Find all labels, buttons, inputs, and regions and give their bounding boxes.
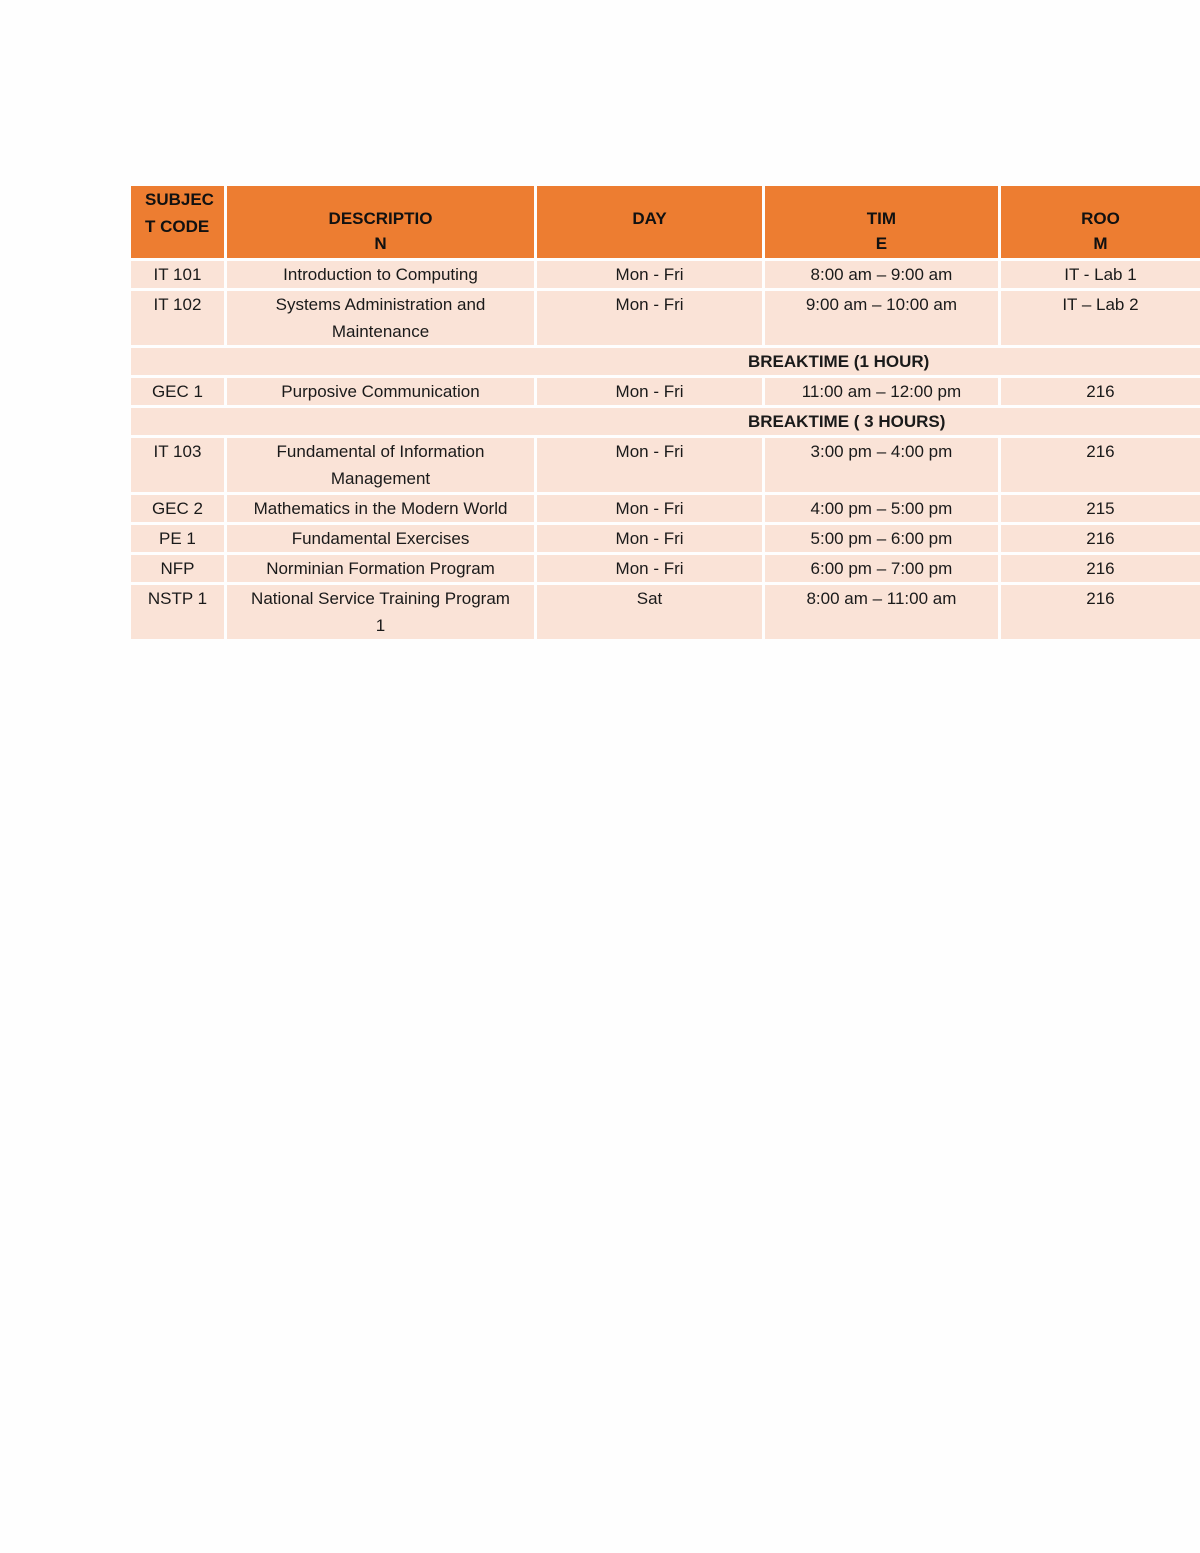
cell-time: 11:00 am – 12:00 pm <box>765 378 998 405</box>
cell-time: 5:00 pm – 6:00 pm <box>765 525 998 552</box>
cell-room: 216 <box>1001 555 1200 582</box>
break-label: BREAKTIME (1 HOUR) <box>131 348 1200 375</box>
table-body <box>131 261 1200 639</box>
cell-time: 9:00 am – 10:00 am <box>765 291 998 345</box>
cell-day: Mon - Fri <box>537 378 762 405</box>
table-row <box>131 585 1200 639</box>
cell-description: Systems Administration and Maintenance <box>227 291 534 345</box>
header-subject-code: SUBJEC T CODE <box>131 186 224 258</box>
header-room: ROO M <box>1001 186 1200 258</box>
cell-day: Sat <box>537 585 762 639</box>
break-label: BREAKTIME ( 3 HOURS) <box>131 408 1200 435</box>
cell-room: 216 <box>1001 525 1200 552</box>
cell-description: National Service Training Program 1 <box>227 585 534 639</box>
cell-day: Mon - Fri <box>537 291 762 345</box>
cell-description: Norminian Formation Program <box>227 555 534 582</box>
cell-room: 216 <box>1001 438 1200 492</box>
cell-time: 8:00 am – 9:00 am <box>765 261 998 288</box>
cell-day: Mon - Fri <box>537 555 762 582</box>
table-row <box>131 438 1200 492</box>
table-row <box>131 261 1200 288</box>
cell-room: 215 <box>1001 495 1200 522</box>
cell-description: Fundamental Exercises <box>227 525 534 552</box>
cell-subject-code: IT 103 <box>131 438 224 492</box>
header-time: TIM E <box>765 186 998 258</box>
table-row <box>131 555 1200 582</box>
cell-subject-code: GEC 2 <box>131 495 224 522</box>
table-row <box>131 495 1200 522</box>
cell-day: Mon - Fri <box>537 525 762 552</box>
table-row <box>131 525 1200 552</box>
table-row <box>131 291 1200 345</box>
break-row <box>131 348 1200 375</box>
header-description: DESCRIPTIO N <box>227 186 534 258</box>
cell-description: Fundamental of Information Management <box>227 438 534 492</box>
cell-day: Mon - Fri <box>537 438 762 492</box>
cell-time: 8:00 am – 11:00 am <box>765 585 998 639</box>
header-day: DAY <box>537 186 762 258</box>
cell-room: IT - Lab 1 <box>1001 261 1200 288</box>
cell-subject-code: NFP <box>131 555 224 582</box>
cell-description: Introduction to Computing <box>227 261 534 288</box>
break-row <box>131 408 1200 435</box>
cell-description: Purposive Communication <box>227 378 534 405</box>
cell-subject-code: IT 102 <box>131 291 224 345</box>
cell-time: 6:00 pm – 7:00 pm <box>765 555 998 582</box>
cell-time: 3:00 pm – 4:00 pm <box>765 438 998 492</box>
cell-time: 4:00 pm – 5:00 pm <box>765 495 998 522</box>
cell-room: IT – Lab 2 <box>1001 291 1200 345</box>
table-row <box>131 378 1200 405</box>
cell-subject-code: IT 101 <box>131 261 224 288</box>
cell-room: 216 <box>1001 585 1200 639</box>
cell-room: 216 <box>1001 378 1200 405</box>
cell-day: Mon - Fri <box>537 261 762 288</box>
cell-subject-code: NSTP 1 <box>131 585 224 639</box>
cell-subject-code: PE 1 <box>131 525 224 552</box>
cell-description: Mathematics in the Modern World <box>227 495 534 522</box>
cell-day: Mon - Fri <box>537 495 762 522</box>
cell-subject-code: GEC 1 <box>131 378 224 405</box>
class-schedule-table <box>128 183 1200 642</box>
table-header-row <box>131 186 1200 258</box>
